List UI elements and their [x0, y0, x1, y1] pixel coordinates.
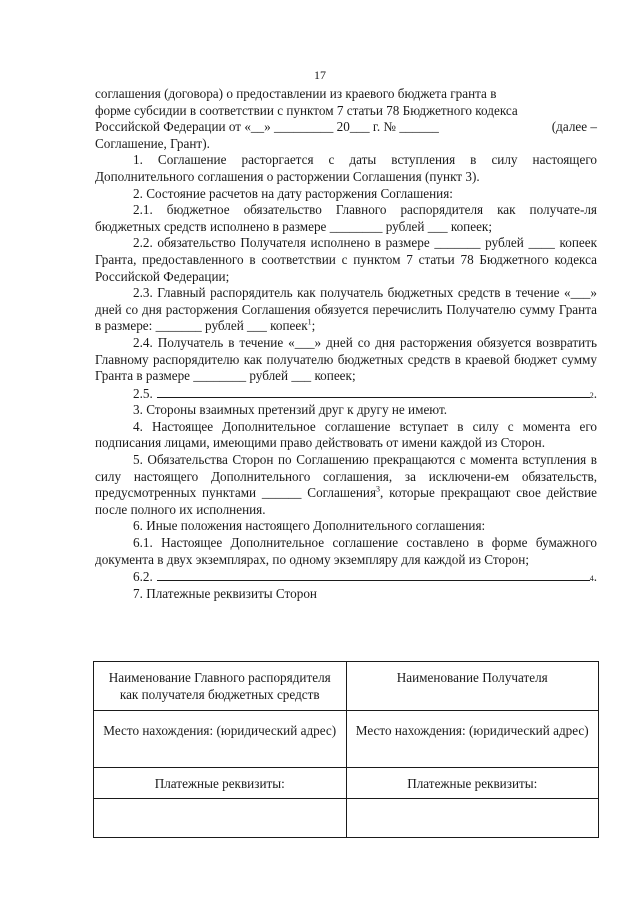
clause-6-2-end: .	[593, 569, 597, 585]
clause-2-5-end: .	[593, 385, 597, 401]
right-address-cell: Место нахождения: (юридический адрес)	[346, 711, 599, 768]
footnote-mark-1: 1	[307, 317, 312, 327]
clause-2-5-blank-line	[157, 385, 590, 398]
page-number: 17	[314, 68, 326, 82]
clause-5-end: , которые прекращают свое действие после полного их исполнения.	[95, 485, 597, 517]
clause-6-2-label: 6.2.	[133, 569, 153, 585]
table-row	[94, 768, 599, 799]
clause-6: 6. Иные положения настоящего Дополнительного соглашения:	[133, 518, 486, 534]
left-empty-cell	[94, 799, 347, 838]
table-row	[94, 711, 599, 768]
left-payment-cell: Платежные реквизиты:	[94, 768, 347, 799]
clause-2-3	[95, 285, 597, 335]
clause-7-title: 7. Платежные реквизиты Сторон	[133, 585, 317, 601]
document-body	[95, 86, 597, 602]
table-row	[94, 799, 599, 838]
clause-6-2: 6.2. 4 .	[133, 569, 597, 585]
clause-6-2-blank-line	[157, 568, 590, 581]
right-empty-cell	[346, 799, 599, 838]
intro-paragraph	[95, 86, 597, 152]
left-address-cell: Место нахождения: (юридический адрес)	[94, 711, 347, 768]
clause-2: 2. Состояние расчетов на дату расторжения Соглашения:	[133, 185, 453, 201]
clause-2-2: 2.2. обязательство Получателя исполнено в размере _______ рублей ____ копеек Гранта, предоставленного в соответствии с пунктом 7 статьи 78 Бюджетного кодекса Российской Федерации;	[95, 235, 597, 284]
clause-2-4: 2.4. Получатель в течение «___» дней со дня расторжения обязуется возвратить Главному распорядителю как получателю бюджетных средств в краевой бюджет сумму Гранта в размере ________ рублей ___ копеек;	[95, 334, 597, 384]
intro-line-1: соглашения (договора) о предоставлении из краевого бюджета гранта в	[95, 86, 497, 101]
clause-2-3-end: ;	[311, 318, 316, 334]
clause-2-3-text: 2.3. Главный распорядитель как получатель бюджетных средств в течение «___» дней со дня расторжения Соглашения обязуется перечислить Получателю сумму Гранта в размере: _______ рублей ___ копеек	[95, 285, 597, 334]
footnote-mark-3: 3	[376, 484, 381, 494]
intro-line-2: форме субсидии в соответствии с пунктом 7 статьи 78 Бюджетного кодекса	[95, 102, 518, 118]
right-party-name-cell: Наименование Получателя	[346, 662, 599, 711]
clause-5	[95, 452, 597, 518]
table-row	[94, 662, 599, 711]
intro-line-3-main: Российской Федерации от «__» _________ 20___ г. № ______	[95, 119, 439, 135]
intro-line-3-end: (далее –	[551, 119, 597, 135]
intro-line-4: Соглашение, Грант).	[95, 135, 210, 151]
left-party-name-cell: Наименование Главного распорядителя как получателя бюджетных средств	[94, 662, 347, 711]
intro-line-3	[95, 119, 597, 136]
clause-2-5: 2.5. 2 .	[133, 385, 597, 401]
payment-requisites-table	[93, 661, 599, 838]
clause-2-5-label: 2.5.	[133, 385, 153, 401]
clause-2-1: 2.1. бюджетное обязательство Главного распорядителя как получате-ля бюджетных средств исполнено в размере ________ рублей ___ копеек;	[95, 202, 597, 234]
clause-4: 4. Настоящее Дополнительное соглашение вступает в силу с момента его подписания лицами, имеющими право действовать от имени каждой из Сторон.	[95, 418, 597, 451]
right-payment-cell: Платежные реквизиты:	[346, 768, 599, 799]
clause-1: 1. Соглашение расторгается с даты вступления в силу настоящего Дополнительного соглашения о расторжении Соглашения (пункт 3).	[95, 152, 597, 184]
clause-3: 3. Стороны взаимных претензий друг к другу не имеют.	[133, 402, 448, 418]
clause-6-1: 6.1. Настоящее Дополнительное соглашение составлено в форме бумажного документа в двух экземплярах, по одному экземпляру для каждой из Сторон;	[95, 535, 597, 567]
clause-5-text: 5. Обязательства Сторон по Соглашению прекращаются с момента вступления в силу настоящего Дополнительного соглашения, за исключени-ем обязательств, предусмотренных пунктами ______ Соглашения	[95, 452, 597, 501]
